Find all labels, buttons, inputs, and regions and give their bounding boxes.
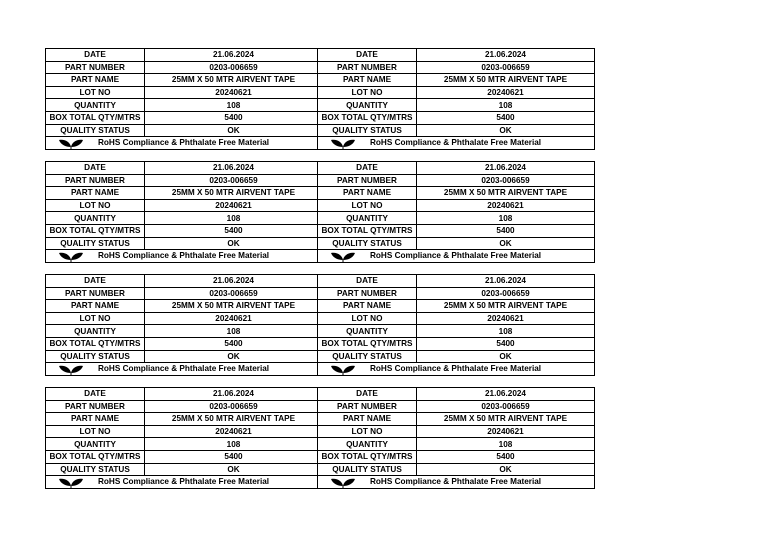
label-row [46, 237, 322, 250]
compliance-footer [318, 250, 594, 262]
label-row [318, 388, 594, 400]
field-value: 25MM X 50 MTR AIRVENT TAPE [417, 300, 595, 313]
field-name: DATE [46, 388, 145, 400]
label-table [318, 388, 594, 476]
compliance-text: RoHS Compliance & Phthalate Free Material [98, 138, 270, 148]
field-name: PART NUMBER [46, 400, 145, 413]
field-name: BOX TOTAL QTY/MTRS [318, 337, 417, 350]
compliance-text: RoHS Compliance & Phthalate Free Material [370, 364, 542, 374]
label-row [318, 438, 594, 451]
product-label [45, 387, 323, 489]
label-row [318, 275, 594, 287]
label-row [46, 312, 322, 325]
field-name: PART NUMBER [318, 61, 417, 74]
label-row [46, 61, 322, 74]
label-row [46, 287, 322, 300]
label-row [46, 99, 322, 112]
compliance-footer [318, 137, 594, 149]
field-name: LOT NO [46, 86, 145, 99]
field-value: 25MM X 50 MTR AIRVENT TAPE [417, 74, 595, 87]
label-row [318, 463, 594, 476]
field-name: PART NAME [318, 74, 417, 87]
label-row [318, 86, 594, 99]
field-value: 25MM X 50 MTR AIRVENT TAPE [145, 300, 323, 313]
label-row [318, 124, 594, 137]
field-value: 21.06.2024 [145, 49, 323, 61]
field-value: 20240621 [417, 425, 595, 438]
field-name: DATE [318, 49, 417, 61]
field-value: 108 [145, 99, 323, 112]
field-value: OK [145, 350, 323, 363]
label-row [318, 312, 594, 325]
field-value: 5400 [145, 224, 323, 237]
compliance-text: RoHS Compliance & Phthalate Free Material [370, 138, 542, 148]
label-row [46, 438, 322, 451]
field-value: OK [417, 124, 595, 137]
field-name: QUANTITY [318, 99, 417, 112]
label-row [46, 425, 322, 438]
field-value: 21.06.2024 [417, 49, 595, 61]
field-value: 5400 [417, 337, 595, 350]
label-row [46, 199, 322, 212]
field-value: 0203-006659 [417, 174, 595, 187]
label-row [318, 413, 594, 426]
field-name: QUANTITY [46, 325, 145, 338]
field-name: PART NUMBER [318, 400, 417, 413]
field-value: 25MM X 50 MTR AIRVENT TAPE [145, 74, 323, 87]
field-name: QUANTITY [318, 212, 417, 225]
field-name: BOX TOTAL QTY/MTRS [46, 111, 145, 124]
field-name: PART NAME [318, 300, 417, 313]
label-row [46, 413, 322, 426]
field-name: QUALITY STATUS [318, 237, 417, 250]
field-value: 5400 [145, 337, 323, 350]
label-row [318, 400, 594, 413]
field-value: 108 [145, 438, 323, 451]
field-name: LOT NO [318, 199, 417, 212]
field-value: 20240621 [145, 86, 323, 99]
label-row [318, 61, 594, 74]
leaf-icon [330, 477, 356, 488]
leaf-icon [330, 138, 356, 149]
label-row [318, 300, 594, 313]
field-value: OK [417, 237, 595, 250]
field-name: BOX TOTAL QTY/MTRS [46, 337, 145, 350]
field-value: 108 [417, 212, 595, 225]
compliance-text: RoHS Compliance & Phthalate Free Material [370, 477, 542, 487]
field-value: 25MM X 50 MTR AIRVENT TAPE [417, 413, 595, 426]
field-value: 0203-006659 [145, 400, 323, 413]
field-value: 108 [417, 438, 595, 451]
product-label [317, 387, 595, 489]
label-row [46, 174, 322, 187]
field-name: QUALITY STATUS [318, 463, 417, 476]
field-name: QUALITY STATUS [46, 124, 145, 137]
field-name: LOT NO [46, 312, 145, 325]
label-row [318, 237, 594, 250]
field-value: 20240621 [417, 199, 595, 212]
label-row [318, 212, 594, 225]
field-value: 21.06.2024 [417, 388, 595, 400]
field-value: 20240621 [417, 312, 595, 325]
leaf-icon [58, 477, 84, 488]
leaf-icon [330, 364, 356, 375]
field-value: 0203-006659 [145, 174, 323, 187]
label-row [318, 425, 594, 438]
field-value: 108 [417, 99, 595, 112]
field-value: 21.06.2024 [417, 275, 595, 287]
field-name: PART NUMBER [46, 61, 145, 74]
product-label [317, 48, 595, 150]
label-row [318, 187, 594, 200]
field-value: 5400 [145, 450, 323, 463]
field-name: PART NAME [318, 187, 417, 200]
field-name: QUALITY STATUS [46, 463, 145, 476]
label-row [46, 300, 322, 313]
leaf-icon [58, 251, 84, 262]
compliance-text: RoHS Compliance & Phthalate Free Material [98, 364, 270, 374]
label-row [46, 388, 322, 400]
field-value: 25MM X 50 MTR AIRVENT TAPE [145, 413, 323, 426]
field-value: 25MM X 50 MTR AIRVENT TAPE [417, 187, 595, 200]
label-table [318, 49, 594, 137]
label-row [46, 187, 322, 200]
label-table [46, 388, 322, 476]
label-row [318, 350, 594, 363]
field-name: PART NAME [46, 74, 145, 87]
field-name: BOX TOTAL QTY/MTRS [46, 450, 145, 463]
field-name: DATE [318, 275, 417, 287]
label-row [46, 49, 322, 61]
field-value: 5400 [417, 111, 595, 124]
label-row [46, 325, 322, 338]
field-value: 20240621 [145, 425, 323, 438]
label-row [318, 337, 594, 350]
label-table [318, 275, 594, 363]
compliance-footer [46, 250, 322, 262]
field-value: 0203-006659 [145, 287, 323, 300]
field-name: LOT NO [318, 86, 417, 99]
label-row [46, 463, 322, 476]
field-name: QUALITY STATUS [46, 350, 145, 363]
field-name: QUALITY STATUS [46, 237, 145, 250]
label-row [46, 162, 322, 174]
field-value: OK [145, 237, 323, 250]
field-name: LOT NO [46, 425, 145, 438]
compliance-footer [46, 363, 322, 375]
field-name: PART NUMBER [318, 287, 417, 300]
label-table [46, 49, 322, 137]
field-name: DATE [46, 275, 145, 287]
label-row [318, 111, 594, 124]
field-value: 108 [145, 325, 323, 338]
label-row [46, 86, 322, 99]
label-row [46, 111, 322, 124]
field-name: PART NAME [318, 413, 417, 426]
field-name: QUANTITY [318, 438, 417, 451]
field-name: LOT NO [318, 425, 417, 438]
field-name: QUANTITY [46, 99, 145, 112]
field-name: QUANTITY [318, 325, 417, 338]
label-row [46, 350, 322, 363]
field-value: 21.06.2024 [145, 388, 323, 400]
label-table [46, 275, 322, 363]
field-name: LOT NO [318, 312, 417, 325]
field-name: BOX TOTAL QTY/MTRS [318, 224, 417, 237]
field-name: BOX TOTAL QTY/MTRS [46, 224, 145, 237]
label-row [46, 400, 322, 413]
field-value: 5400 [417, 450, 595, 463]
field-name: QUALITY STATUS [318, 124, 417, 137]
field-value: 21.06.2024 [145, 275, 323, 287]
label-row [318, 49, 594, 61]
label-row [318, 74, 594, 87]
field-value: 5400 [417, 224, 595, 237]
label-row [46, 275, 322, 287]
field-name: LOT NO [46, 199, 145, 212]
field-value: OK [145, 463, 323, 476]
field-value: OK [145, 124, 323, 137]
product-label [317, 161, 595, 263]
label-row [46, 450, 322, 463]
field-name: PART NUMBER [46, 287, 145, 300]
compliance-text: RoHS Compliance & Phthalate Free Material [98, 251, 270, 261]
label-table [46, 162, 322, 250]
field-name: PART NUMBER [46, 174, 145, 187]
label-row [46, 212, 322, 225]
field-name: QUANTITY [46, 212, 145, 225]
label-row [46, 224, 322, 237]
field-value: 21.06.2024 [145, 162, 323, 174]
label-row [318, 325, 594, 338]
label-row [318, 224, 594, 237]
compliance-text: RoHS Compliance & Phthalate Free Material [98, 477, 270, 487]
field-value: 108 [145, 212, 323, 225]
leaf-icon [58, 138, 84, 149]
field-name: DATE [318, 162, 417, 174]
compliance-footer [318, 363, 594, 375]
product-label [317, 274, 595, 376]
field-value: 108 [417, 325, 595, 338]
field-value: 0203-006659 [417, 400, 595, 413]
compliance-footer [46, 137, 322, 149]
label-row [46, 124, 322, 137]
field-value: 21.06.2024 [417, 162, 595, 174]
product-label [45, 161, 323, 263]
field-name: DATE [46, 49, 145, 61]
label-row [318, 162, 594, 174]
label-row [318, 450, 594, 463]
leaf-icon [58, 364, 84, 375]
label-row [46, 74, 322, 87]
compliance-footer [46, 476, 322, 488]
compliance-text: RoHS Compliance & Phthalate Free Material [370, 251, 542, 261]
label-row [318, 99, 594, 112]
field-name: QUALITY STATUS [318, 350, 417, 363]
label-row [318, 287, 594, 300]
compliance-footer [318, 476, 594, 488]
label-row [318, 174, 594, 187]
label-row [46, 337, 322, 350]
product-label [45, 274, 323, 376]
field-name: BOX TOTAL QTY/MTRS [318, 111, 417, 124]
field-value: 20240621 [145, 199, 323, 212]
product-label [45, 48, 323, 150]
field-name: DATE [318, 388, 417, 400]
field-name: DATE [46, 162, 145, 174]
field-name: BOX TOTAL QTY/MTRS [318, 450, 417, 463]
field-value: 0203-006659 [145, 61, 323, 74]
field-name: PART NUMBER [318, 174, 417, 187]
field-value: 20240621 [417, 86, 595, 99]
field-value: OK [417, 463, 595, 476]
label-table [318, 162, 594, 250]
field-value: 5400 [145, 111, 323, 124]
field-value: 0203-006659 [417, 61, 595, 74]
field-name: PART NAME [46, 187, 145, 200]
label-row [318, 199, 594, 212]
field-name: PART NAME [46, 413, 145, 426]
field-name: QUANTITY [46, 438, 145, 451]
field-value: 25MM X 50 MTR AIRVENT TAPE [145, 187, 323, 200]
leaf-icon [330, 251, 356, 262]
field-value: 20240621 [145, 312, 323, 325]
field-value: 0203-006659 [417, 287, 595, 300]
field-value: OK [417, 350, 595, 363]
field-name: PART NAME [46, 300, 145, 313]
